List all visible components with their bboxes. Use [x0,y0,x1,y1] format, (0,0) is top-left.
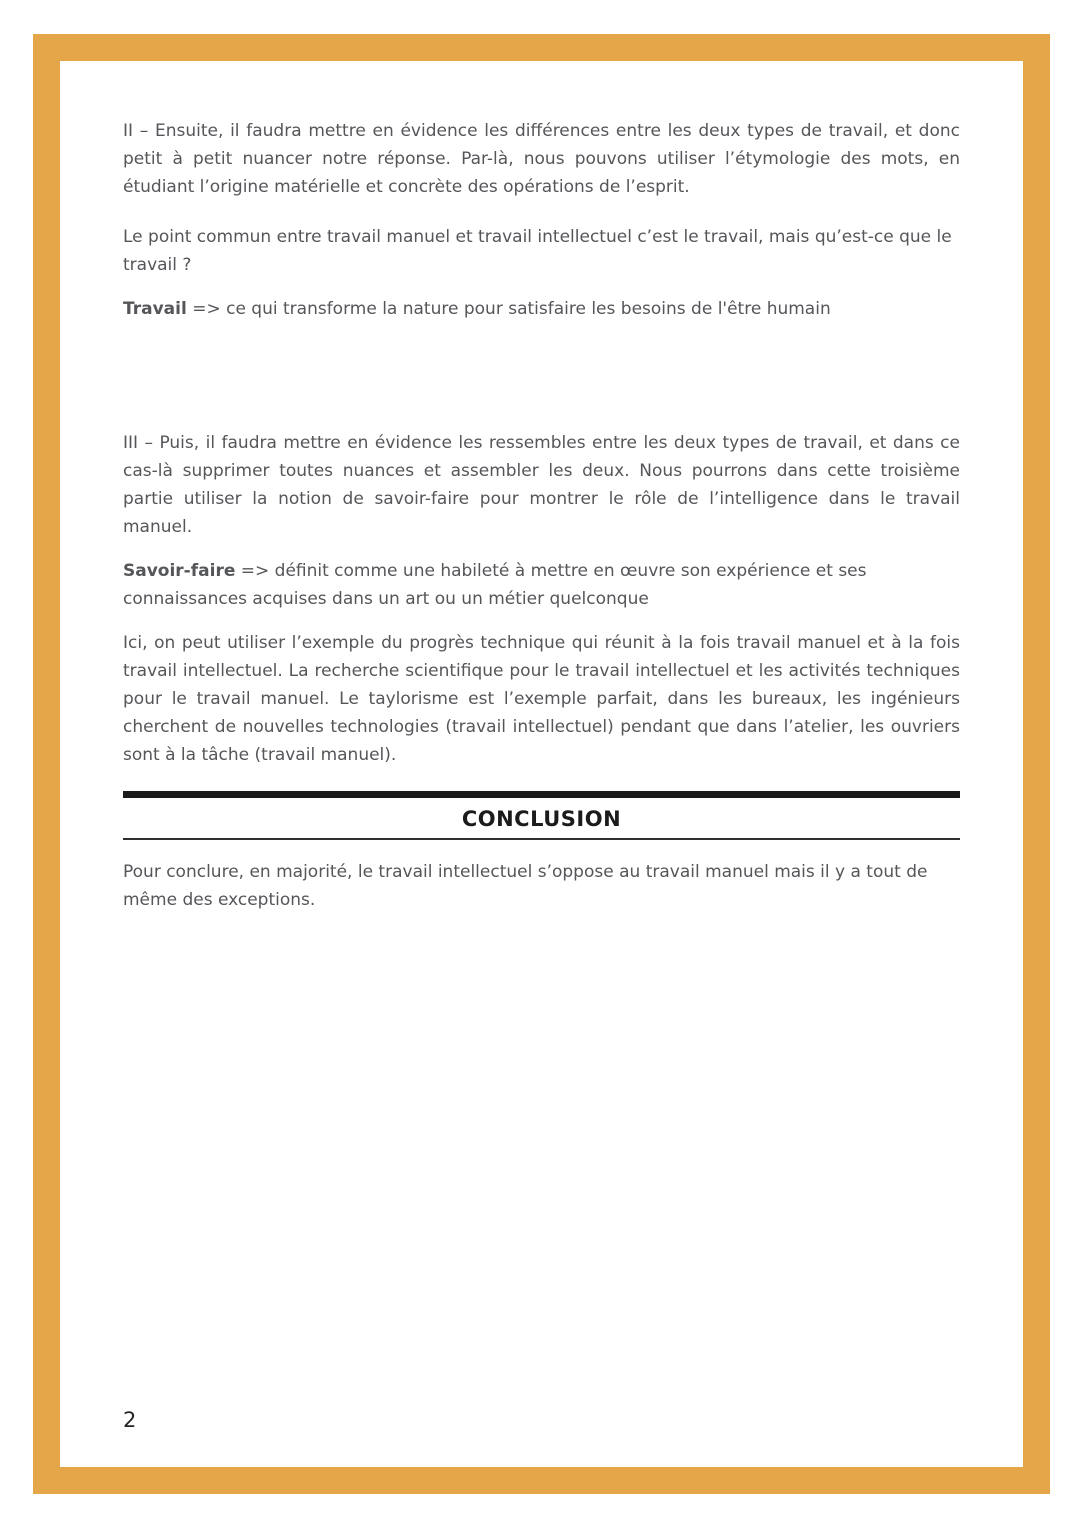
vertical-spacer [123,345,960,429]
paragraph-part2-intro: II – Ensuite, il faudra mettre en évidence les différences entre les deux types de travail, et donc petit à petit nuancer notre réponse. Par-là, nous pouvons utiliser l’étymologie des mots, en étudiant l’origine matérielle et concrète des opérations de l’esprit. [123,121,960,197]
conclusion-top-rule [123,791,960,798]
paragraph-conclusion: Pour conclure, en majorité, le travail intellectuel s’oppose au travail manuel mais il y a tout de même des exceptions. [123,862,928,910]
paragraph-common-point: Le point commun entre travail manuel et travail intellectuel c’est le travail, mais qu’est-ce que le travail ? [123,227,952,275]
definition-savoir-faire-text: => définit comme une habileté à mettre en œuvre son expérience et ses connaissances acquises dans un art ou un métier quelconque [123,561,867,609]
definition-travail-text: => ce qui transforme la nature pour satisfaire les besoins de l'être humain [192,299,831,319]
definition-savoir-faire [123,557,960,613]
paragraph-example-taylorisme: Ici, on peut utiliser l’exemple du progrès technique qui réunit à la fois travail manuel et à la fois travail intellectuel. La recherche scientifique pour le travail intellectuel et les activités techniques pour le travail manuel. Le taylorisme est l’exemple parfait, dans les bureaux, les ingénieurs cherchent de nouvelles technologies (travail intellectuel) pendant que dans l’atelier, les ouvriers sont à la tâche (travail manuel). [123,633,960,765]
definition-travail [123,295,960,323]
definition-savoir-faire-term: Savoir-faire [123,561,236,581]
paragraph-part3-intro: III – Puis, il faudra mettre en évidence les ressembles entre les deux types de travail, et dans ce cas-là supprimer toutes nuances et assembler les deux. Nous pourrons dans cette troisième partie utiliser la notion de savoir-faire pour montrer le rôle de l’intelligence dans le travail manuel. [123,433,960,537]
page-border-frame [33,34,1050,1494]
page-content [60,61,1023,1467]
conclusion-bottom-rule [123,838,960,840]
definition-travail-term: Travail [123,299,187,319]
conclusion-section [123,791,960,840]
page-number: 2 [123,1408,137,1432]
conclusion-heading: CONCLUSION [461,807,622,831]
